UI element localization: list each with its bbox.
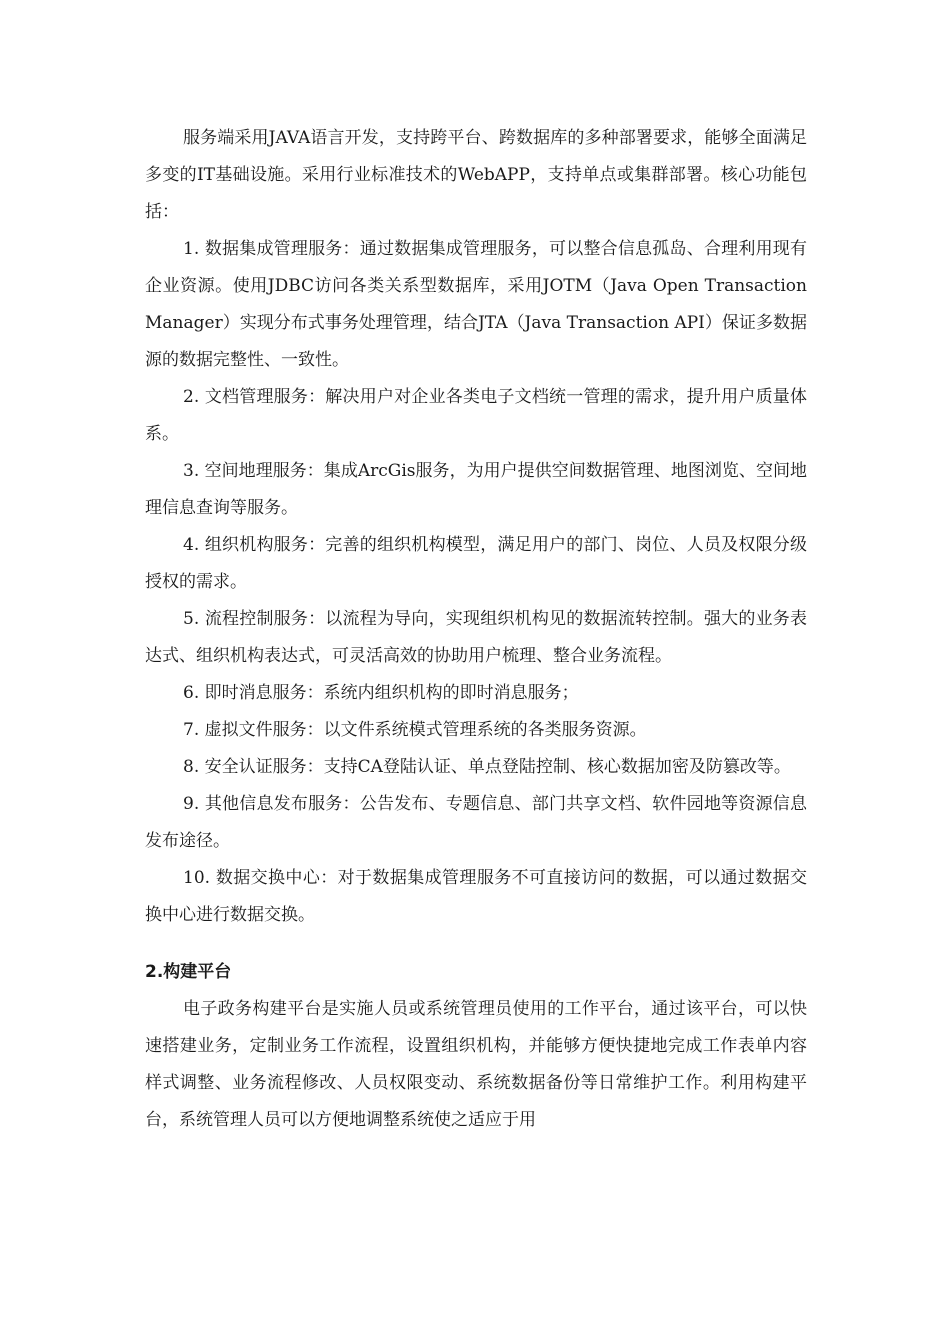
- list-item-5: 5. 流程控制服务：以流程为导向，实现组织机构见的数据流转控制。强大的业务表达式、组织机构表达式，可灵活高效的协助用户梳理、整合业务流程。: [145, 609, 807, 666]
- list-item-7: 7. 虚拟文件服务：以文件系统模式管理系统的各类服务资源。: [183, 720, 647, 740]
- list-item-9: 9. 其他信息发布服务：公告发布、专题信息、部门共享文档、软件园地等资源信息发布途径。: [145, 794, 807, 851]
- list-item-8: 8. 安全认证服务：支持CA登陆认证、单点登陆控制、核心数据加密及防篡改等。: [183, 757, 791, 777]
- list-item-10: 10. 数据交换中心：对于数据集成管理服务不可直接访问的数据，可以通过数据交换中心进行数据交换。: [145, 868, 807, 925]
- section-body-paragraph: 电子政务构建平台是实施人员或系统管理员使用的工作平台，通过该平台，可以快速搭建业务，定制业务工作流程，设置组织机构，并能够方便快捷地完成工作表单内容样式调整、业务流程修改、人员权限变动、系统数据备份等日常维护工作。利用构建平台，系统管理人员可以方便地调整系统使之适应于用: [145, 999, 807, 1130]
- list-item-2: 2. 文档管理服务：解决用户对企业各类电子文档统一管理的需求，提升用户质量体系。: [145, 387, 807, 444]
- list-item-6: 6. 即时消息服务：系统内组织机构的即时消息服务；: [183, 683, 579, 703]
- document-page: [145, 120, 807, 1139]
- section-heading: 2.构建平台: [145, 962, 232, 982]
- list-item-1: 1. 数据集成管理服务：通过数据集成管理服务，可以整合信息孤岛、合理利用现有企业资源。使用JDBC访问各类关系型数据库，采用JOTM（Java Open Transaction Manager）实现分布式事务处理管理，结合JTA（Java Transaction API）保证多数据源的数据完整性、一致性。: [145, 239, 807, 370]
- intro-paragraph: 服务端采用JAVA语言开发，支持跨平台、跨数据库的多种部署要求，能够全面满足多变的IT基础设施。采用行业标准技术的WebAPP，支持单点或集群部署。核心功能包括：: [145, 128, 807, 222]
- list-item-3: 3. 空间地理服务：集成ArcGis服务，为用户提供空间数据管理、地图浏览、空间地理信息查询等服务。: [145, 461, 807, 518]
- list-item-4: 4. 组织机构服务：完善的组织机构模型，满足用户的部门、岗位、人员及权限分级授权的需求。: [145, 535, 807, 592]
